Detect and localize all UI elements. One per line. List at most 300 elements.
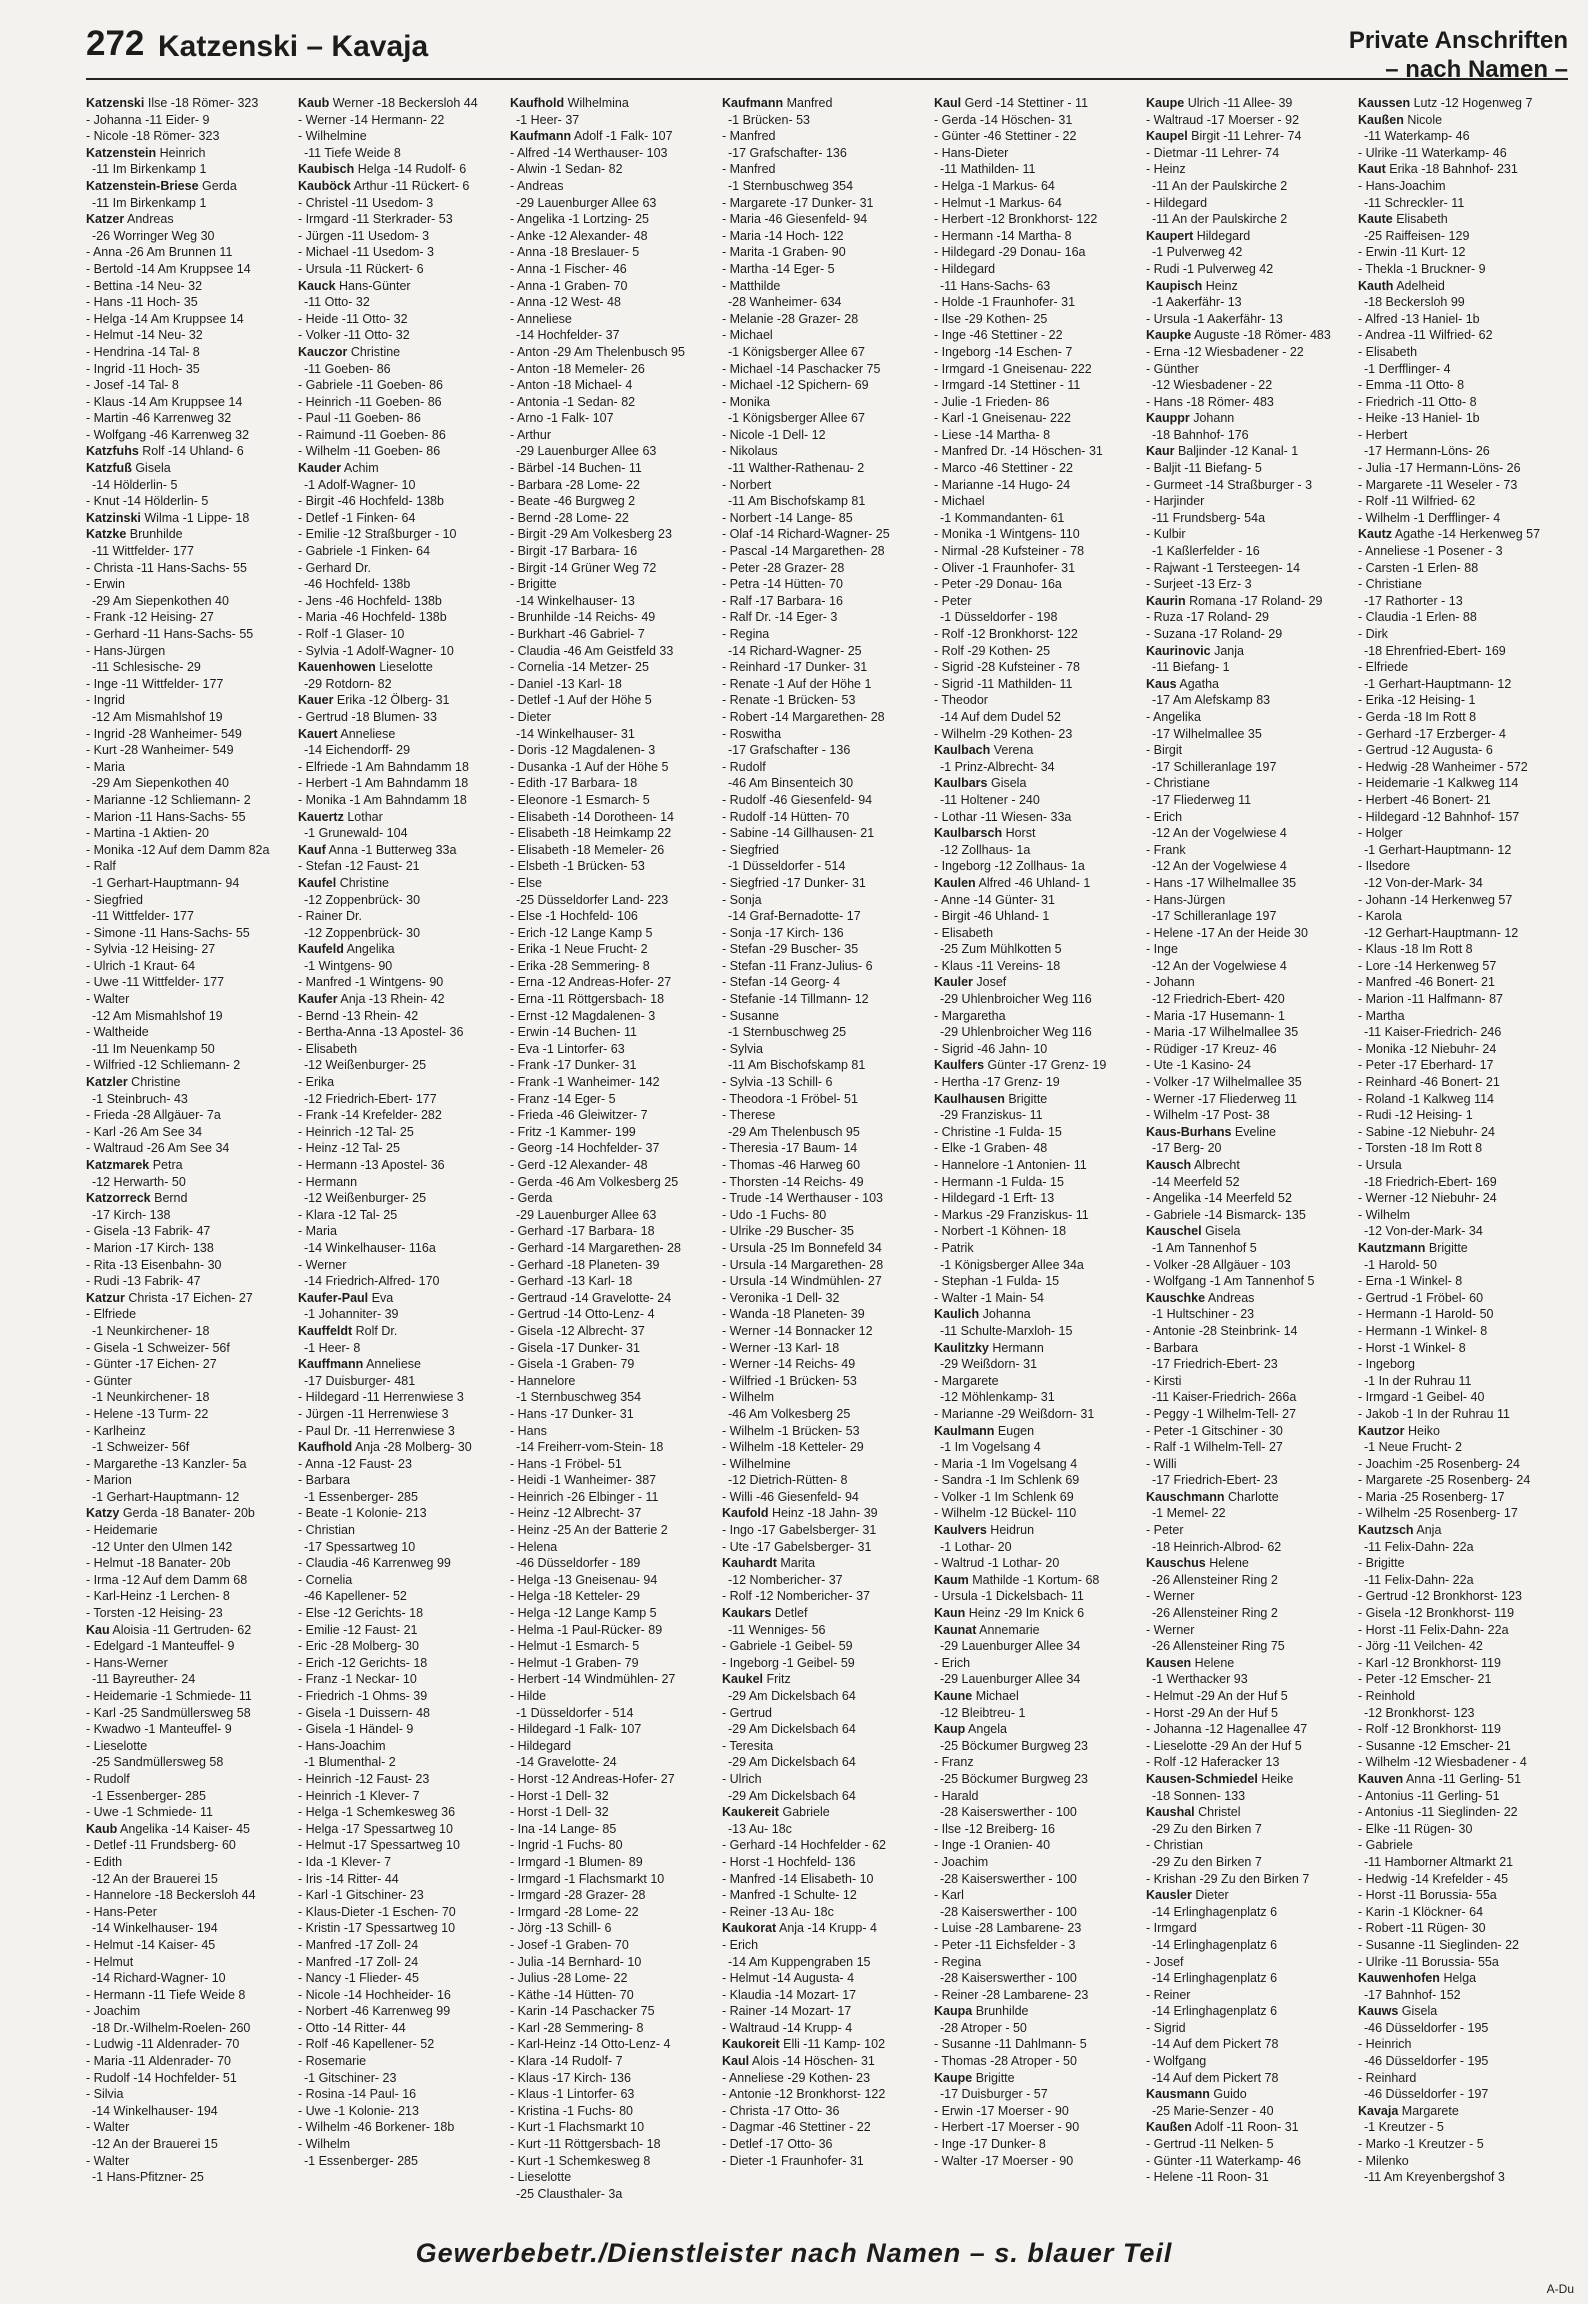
directory-entry [510,327,719,344]
directory-entry [1146,178,1355,195]
entry-name: - Alwin [510,162,547,177]
entry-details: -1 Pulverweg 42 [1152,245,1243,260]
entry-name: - Karl [1358,1655,1388,1670]
directory-entry [1146,825,1355,842]
directory-entry [86,775,295,792]
entry-details: -1 Essenberger- 285 [92,1788,206,1803]
entry-name: - Hermann [86,1987,146,2002]
entry-name: - Hildegard [1146,195,1208,210]
directory-entry [1146,742,1355,759]
directory-entry [1146,908,1355,925]
entry-name: Katzinski [86,510,141,525]
entry-name: - Eric [298,1639,328,1654]
entry-name: - Claudia [510,643,561,658]
directory-entry [934,1887,1143,1904]
directory-entry [298,1555,507,1572]
directory-entry [1358,1655,1567,1672]
entry-details: -1 Finken- 64 [341,510,416,525]
entry-details: -46 Gabriel- 7 [568,627,645,641]
entry-details: -11 Eider- 9 [145,112,210,127]
entry-details: -1 Fröbel- 51 [786,1091,858,1106]
directory-entry [510,410,719,427]
directory-entry [934,161,1143,178]
directory-entry [722,344,931,361]
directory-entry [934,1821,1143,1838]
entry-details: Rolf -14 Uhland- 6 [142,444,244,459]
directory-entry [86,2020,295,2037]
directory-entry [934,1705,1143,1722]
entry-details: -14 Martha- 8 [996,228,1072,243]
directory-entry [298,974,507,991]
entry-name: Kaupisch [1146,278,1203,293]
directory-entry [934,128,1143,145]
entry-details: -14 Bismarck- 135 [1204,1207,1306,1222]
entry-details: -1 Kraut- 64 [129,958,196,973]
directory-entry [1146,1721,1355,1738]
entry-name: - Ilse [934,311,962,326]
entry-name: - Gisela [510,1340,554,1355]
directory-entry [510,1306,719,1323]
entry-name: - Karin [1358,1904,1395,1919]
directory-entry [934,460,1143,477]
entry-details: -28 Steinbrink- 14 [1198,1323,1298,1338]
entry-details: -13 Haniel- 1b [1401,311,1480,326]
entry-details: -29 Weißdorn- 31 [997,1406,1095,1421]
entry-details: -14 Martha- 8 [975,427,1051,442]
entry-name: Kaur [1146,444,1175,459]
directory-entry [934,1124,1143,1141]
entry-details: -17 Rathorter - 13 [1364,593,1463,608]
entry-name: - Hans [510,1406,547,1421]
directory-entry [934,2136,1143,2153]
directory-entry [1358,1356,1567,1373]
entry-details: Agathe -14 Herkenweg 57 [1394,527,1541,542]
entry-details: -1 Frieden- 86 [970,394,1050,409]
directory-entry [510,576,719,593]
entry-details: -1 Fröbel- 51 [550,1456,622,1471]
entry-details: -11 Felix-Dahn- 22a [1364,1539,1474,1554]
entry-details: -12 Friedrich-Ebert- 420 [1152,992,1285,1007]
entry-name: - Helga [510,1572,551,1587]
entry-name: - Gabriele [298,544,353,559]
entry-name: - Reiner [1146,1987,1191,2002]
directory-entry [86,410,295,427]
entry-name: - Rosina [298,2087,345,2102]
directory-entry [934,228,1143,245]
entry-name: - Rudolf [722,809,766,824]
entry-details: -11 Sieglinden- 22 [1418,1937,1519,1952]
directory-entry [1358,1489,1567,1506]
entry-name: Kaurin [1146,593,1186,608]
directory-entry [86,1008,295,1025]
directory-entry [1146,2119,1355,2136]
directory-entry [1146,560,1355,577]
directory-entry [934,1721,1143,1738]
directory-entry [298,1505,507,1522]
directory-entry [1358,1970,1567,1987]
directory-entry [510,792,719,809]
directory-entry [722,2136,931,2153]
entry-details: -29 Am Dickelsbach 64 [728,1689,856,1703]
entry-details: -11 Biefang- 1 [1152,660,1230,675]
directory-entry [86,2153,295,2170]
directory-entry [86,858,295,875]
entry-details: -11 Wiesen- 33a [980,809,1072,824]
entry-details: -25 Clausthaler- 3a [516,2186,623,2201]
entry-details: -12 Bronkhorst- 122 [774,2087,886,2102]
entry-details: -13 Turm- 22 [136,1406,209,1421]
entry-details: -1 Posener - 3 [1423,544,1503,559]
entry-name: - Surjeet [1146,577,1194,592]
directory-entry [510,244,719,261]
entry-details: -1 Schulte- 12 [778,1888,857,1903]
entry-details: -14 Otto-Lenz- 4 [579,2037,671,2052]
entry-details: -28 Wanheimer- 549 [128,726,242,741]
entry-name: - Elfriede [1358,660,1409,675]
directory-entry [722,2086,931,2103]
entry-details: -25 Rosenberg- 24 [1415,1456,1520,1471]
entry-details: -1 Aakerfähr- 13 [1193,311,1283,326]
directory-entry [298,875,507,892]
entry-name: Kaufer [298,992,338,1007]
entry-details: Eveline [1234,1124,1276,1139]
directory-entry [934,1140,1143,1157]
entry-details: -14 Auf dem Pickert 78 [1152,2037,1279,2052]
entry-details: -12 Möhlenkamp- 31 [940,1390,1055,1405]
entry-name: - Angelika [510,212,565,227]
entry-name: - Ingo [722,1523,754,1538]
entry-name: - Jürgen [298,228,344,243]
directory-entry [298,1688,507,1705]
directory-entry [86,2103,295,2120]
entry-details: -14 Friedrich-Alfred- 170 [304,1274,440,1289]
directory-entry [934,294,1143,311]
entry-details: -17 Duisburger - 57 [940,2087,1048,2102]
entry-details: -17 Friedrich-Ebert- 23 [1152,1357,1278,1372]
entry-details: -12 Andreas-Hofer- 27 [547,975,672,990]
entry-name: - Inge [934,2137,966,2152]
directory-entry [1358,842,1567,859]
entry-details: -14 Graf-Bernadotte- 17 [728,909,861,924]
entry-details: -11 Mathilden- 11 [940,162,1036,177]
entry-name: - Gerd [510,1158,546,1172]
entry-name: - Ursula [1146,311,1190,326]
entry-details: -1 Fulda- 15 [996,1174,1064,1189]
directory-entry [86,842,295,859]
entry-details: -1 Graben- 79 [556,1357,635,1372]
directory-entry [934,1174,1143,1191]
entry-name: - Ingeborg [934,859,991,874]
entry-details: Agatha [1179,676,1219,691]
entry-name: - Werner [298,112,347,127]
entry-details: -46 Karrenweg 32 [149,427,250,442]
entry-details: Helga [1443,1971,1477,1986]
entry-name: Kaupe [1146,96,1185,110]
entry-name: - Erich [510,925,547,940]
directory-entry [1146,1539,1355,1556]
entry-name: - Margarete [1358,477,1423,492]
directory-entry [86,294,295,311]
directory-entry [298,2086,507,2103]
entry-name: - Marion [86,809,132,824]
entry-details: -11 Mathilden- 11 [977,676,1073,691]
directory-entry [722,676,931,693]
directory-entry [510,377,719,394]
directory-entry [510,1572,719,1589]
directory-entry [1146,1257,1355,1274]
directory-entry [510,1738,719,1755]
entry-details: -11 Borussia- 55a [1398,1888,1497,1903]
directory-entry [1146,1555,1355,1572]
entry-details: -18 Ketteler- 29 [777,1440,864,1455]
entry-details: -1 Im Vogelsang 4 [976,1456,1078,1471]
entry-details: -29 Am Volkesberg 23 [549,527,672,542]
entry-name: - Hans [510,1456,547,1471]
directory-entry [934,576,1143,593]
entry-name: - Monika [934,527,982,542]
directory-entry [86,1505,295,1522]
directory-entry [1358,410,1567,427]
entry-details: -1 Steinbruch- 43 [92,1091,188,1106]
directory-entry [934,1423,1143,1440]
entry-name: - Gertrud [1358,743,1409,758]
directory-entry [1358,593,1567,610]
directory-entry [1358,742,1567,759]
directory-entry [1358,809,1567,826]
entry-details: -17 Otto- 36 [765,2137,833,2152]
entry-details: Annemarie [979,1622,1040,1637]
entry-details: -1 Brücken- 53 [777,1423,860,1438]
directory-entry [934,1854,1143,1871]
entry-name: - Hans [1146,394,1183,409]
directory-entry [510,1671,719,1688]
entry-details: -14 Winkelhauser- 194 [92,2103,218,2118]
directory-entry [1358,278,1567,295]
entry-details: -1 Auf der Höhe 5 [553,693,652,708]
entry-details: -14 Tal- 8 [147,344,200,359]
entry-details: -13 Schill- 6 [766,1075,833,1090]
directory-entry [934,1024,1143,1041]
entry-name: - Horst [722,1854,760,1869]
entry-details: -17 Friedrich-Ebert- 23 [1152,1473,1278,1488]
entry-details: -28 Lome- 22 [553,1971,628,1986]
directory-entry [1358,2136,1567,2153]
directory-entry [1358,311,1567,328]
directory-entry [1146,659,1355,676]
directory-entry [934,609,1143,626]
directory-entry [722,1057,931,1074]
entry-name: - Ludwig [86,2037,134,2052]
directory-entry [934,875,1143,892]
entry-name: - Gerda [510,1174,553,1189]
directory-entry [86,377,295,394]
entry-details: -29 Donau- 16a [998,245,1086,260]
directory-entry [86,609,295,626]
entry-details: Helene [1194,1655,1235,1670]
entry-details: Rolf Dr. [355,1323,398,1338]
directory-entry [722,692,931,709]
entry-name: Kauertz [298,809,344,824]
directory-entry [722,1904,931,1921]
directory-entry [86,394,295,411]
entry-details: -12 Heising- 1 [1397,693,1476,708]
entry-name: - Erwin [510,1025,549,1040]
directory-entry [86,2003,295,2020]
entry-name: - Wilhelm [1358,1506,1411,1521]
entry-details: -1 Flachsmarkt 10 [564,1871,665,1886]
directory-entry [298,941,507,958]
entry-name: - Julie [934,394,968,409]
entry-name: - Lieselotte [1146,1738,1208,1753]
entry-details: -18 Ketteler- 29 [553,1589,640,1604]
directory-entry [298,626,507,643]
entry-details: -17 Otto- 36 [772,2103,840,2118]
directory-entry [1146,1091,1355,1108]
entry-details: -29 Am Siepenkothen 40 [92,593,229,608]
directory-entry [934,1771,1143,1788]
directory-entry [1358,1074,1567,1091]
entry-details: -1 Gitschiner - 30 [1187,1423,1283,1438]
entry-name: - Karl [934,1888,964,1903]
directory-entry [510,145,719,162]
directory-entry [86,1257,295,1274]
directory-entry [722,1671,931,1688]
entry-details: -1 Antonien- 11 [1002,1158,1087,1172]
entry-name: - Rolf [298,2037,328,2052]
entry-name: - Gerda [934,112,977,127]
directory-entry [934,1688,1143,1705]
directory-entry [1358,1821,1567,1838]
entry-name: - Maria [1146,1025,1185,1040]
directory-entry [1358,1257,1567,1274]
entry-name: Katzenstein-Briese [86,178,199,193]
entry-name: - Fritz [510,1124,542,1139]
entry-name: - Maria [298,610,337,625]
directory-entry [298,1771,507,1788]
entry-name: - Gabriele [298,378,353,393]
entry-name: - Heinz [1146,162,1186,177]
entry-details: Christine [350,344,401,359]
entry-name: Kaute [1358,212,1393,227]
directory-entry [1358,1871,1567,1888]
directory-entry [298,892,507,909]
directory-entry [934,311,1143,328]
entry-details: -1 Fuchs- 80 [756,1207,827,1222]
entry-details: -46 Bonert- 21 [1410,792,1491,807]
entry-details: -11 Waterkamp- 46 [1195,2153,1301,2168]
entry-name: - Erika [1358,693,1395,708]
directory-entry [1146,1240,1355,1257]
entry-details: -14 Krefelder - 45 [1410,1871,1509,1886]
entry-details: Heinrich [159,145,206,160]
entry-details: -1 Auf der Höhe 5 [570,759,669,774]
entry-name: - Gisela [298,1722,342,1737]
entry-name: Katzy [86,1506,120,1521]
directory-entry [1358,244,1567,261]
entry-details: -1 Klever- 7 [354,1788,420,1803]
entry-details: -14 Herkenweg 57 [1410,892,1513,907]
entry-details: -1 Königsberger Allee 34a [940,1257,1084,1272]
entry-details: Anna -1 Butterweg 33a [328,842,457,857]
entry-name: - Robert [1358,1921,1404,1936]
entry-details: -1 Fuchs- 80 [562,2103,633,2118]
entry-name: - Anne [934,892,971,907]
directory-entry [510,1588,719,1605]
entry-name: - Rolf [1146,1755,1176,1770]
directory-entry [722,1655,931,1672]
entry-details: -14 Hölderlin- 5 [122,494,209,509]
directory-entry [298,394,507,411]
directory-entry [86,908,295,925]
directory-entry [298,991,507,1008]
entry-details: -18 Bahnhof- 176 [1152,427,1249,442]
directory-entry [86,161,295,178]
entry-details: -14 Margarethen- 28 [566,1240,681,1255]
directory-entry [1146,344,1355,361]
directory-entry [934,1671,1143,1688]
entry-name: - Heidi [510,1473,547,1488]
entry-name: - Hildegard [934,1191,996,1206]
directory-entry [1146,1389,1355,1406]
directory-entry [510,261,719,278]
directory-entry [510,278,719,295]
entry-details: -17 Barbara- 18 [549,776,638,791]
entry-details: -14 Krefelder- 282 [341,1108,442,1123]
directory-entry [934,244,1143,261]
entry-name: - Brunhilde [510,610,571,625]
entry-name: Kauschel [1146,1224,1202,1239]
entry-details: -17 Gabelsberger- 31 [757,1523,877,1538]
entry-name: - Helena [510,1539,558,1554]
entry-name: - Wilhelm [1358,1207,1411,1222]
entry-details: -18 Ehrenfried-Ebert- 169 [1364,643,1506,658]
directory-entry [1358,1522,1567,1539]
entry-details: Margarete [1401,2103,1459,2118]
entry-details: -14 Erlinghagenplatz 6 [1152,1971,1278,1986]
directory-entry [298,925,507,942]
entry-name: - Wilhelm [722,1423,775,1438]
entry-details: Horst [1005,826,1036,841]
entry-name: - Walter [86,992,130,1007]
entry-details: -1 Fraunhofer- 31 [977,560,1076,575]
entry-name: - Alfred [1358,311,1398,326]
entry-details: -11 Hans-Sachs- 55 [135,809,246,824]
entry-name: - Christian [298,1523,355,1538]
entry-name: - Erich [934,1655,971,1670]
entry-details: -12 Lange Kamp 5 [549,925,653,940]
entry-details: -14 Ritter- 44 [332,2020,406,2035]
entry-name: - Paul [298,1423,331,1438]
entry-details: Erika -18 Bahnhof- 231 [1389,162,1518,177]
directory-entry [86,1688,295,1705]
directory-entry [86,1373,295,1390]
entry-details: -12 Schliemann- 2 [138,1058,241,1073]
directory-entry [934,2036,1143,2053]
entry-details: -1 Schweizer- 56f [132,1340,230,1355]
directory-entry [510,1688,719,1705]
entry-details: Andreas [127,212,174,227]
directory-entry [934,1754,1143,1771]
directory-entry [298,1987,507,2004]
entry-name: - Hermann [934,1174,994,1189]
entry-details: -46 Am Geistfeld 33 [563,643,674,658]
entry-details: -11 Usedom- 3 [347,228,430,243]
entry-details: -14 Metzer- 25 [567,660,649,675]
entry-name: - Gertrud [510,1307,561,1322]
entry-details: -1 Erft- 13 [998,1191,1055,1206]
entry-details: -14 Eichendorff- 29 [304,743,411,758]
entry-name: - Daniel [510,676,554,691]
